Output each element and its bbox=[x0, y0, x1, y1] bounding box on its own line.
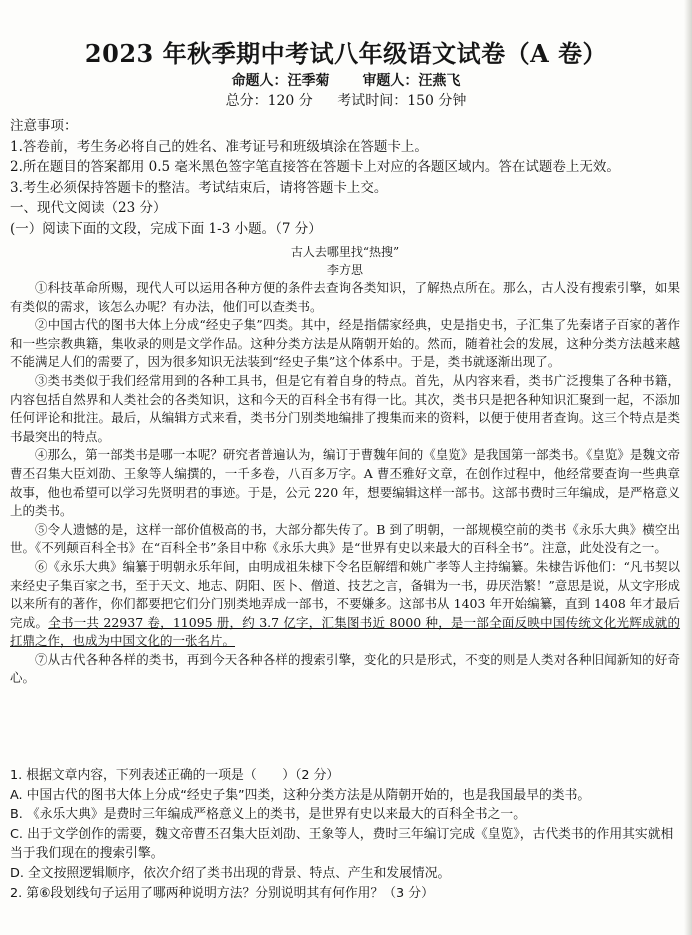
author: 命题人：汪季菊 bbox=[231, 73, 330, 89]
total-score: 总分：120 分 bbox=[225, 93, 313, 109]
note-item: 2.所在题目的答案都用 0.5 毫米黑色签字笔直接答在答题卡上对应的各题区域内。答在试题卷上无效。 bbox=[10, 159, 620, 175]
paragraph-5: ⑤令人遗憾的是，这样一部价值极高的书，大部分都失传了。B 到了明朝，一部规模空前的类书《永乐大典》横空出世。《不列颠百科全书》在“百科全书”条目中称《永乐大典》是“世界有史以来最大的百科全书”。注意，此处没有之一。 bbox=[10, 521, 680, 556]
option-a: A. 中国古代的图书大体上分成“经史子集”四类，这种分类方法是从隋朝开始的，也是我国最早的类书。 bbox=[10, 787, 591, 803]
paragraph-7: ⑦从古代各种各样的类书，再到今天各种各样的搜索引擎，变化的只是形式，不变的则是人类对各种旧闻新知的好奇心。 bbox=[10, 651, 680, 686]
reviewer: 审题人：汪燕飞 bbox=[362, 73, 461, 89]
subsection-heading: (一）阅读下面的文段，完成下面 1-3 小题。（7 分） bbox=[10, 220, 322, 237]
option-b: B. 《永乐大典》是费时三年编成严格意义上的类书，是世界有史以来最大的百科全书之一。 bbox=[10, 807, 526, 823]
article-author: 李方思 bbox=[326, 263, 363, 277]
option-d: D. 全文按照逻辑顺序，依次介绍了类书出现的背景、特点、产生和发展情况。 bbox=[10, 865, 451, 881]
notes-heading: 注意事项： bbox=[10, 118, 78, 134]
paragraph-1: ①科技革命所赐，现代人可以运用各种方便的条件去查询各类知识，了解热点所在。那么，古人没有搜索引擎，如果有类似的需求，该怎么办呢？有办法，他们可以查类书。 bbox=[10, 280, 680, 314]
reading-passage bbox=[10, 243, 680, 688]
paragraph-3: ③类书类似于我们经常用到的各种工具书，但是它有着自身的特点。首先，从内容来看，类书广泛搜集了各种书籍，内容包括自然界和人类社会的各类知识，这和今天的百科全书有得一比。其次，类书只是把各种知识汇聚到一起，不添加任何评论和批注。最后，从编辑方式来看，类书分门别类地编排了搜集而来的资料，以便于使用者查询。这三个特点是类书最突出的特点。 bbox=[10, 372, 680, 444]
paragraph-2: ②中国古代的图书大体上分成“经史子集”四类。其中，经是指儒家经典，史是指史书，子汇集了先秦诸子百家的著作和一些宗教典籍，集收录的则是文学作品。这种分类方法是从隋朝开始的。然而，随着社会的发展，这种分类方法越来越不能满足人们的需要了，因为很多知识无法装到“经史子集”这个体系中。于是，类书就逐渐出现了。 bbox=[10, 317, 680, 370]
exam-title: 2023 年秋季期中考试八年级语文试卷（A 卷） bbox=[84, 39, 608, 68]
note-item: 1.答卷前，考生务必将自己的姓名、准考证号和班级填涂在答题卡上。 bbox=[10, 138, 428, 155]
paragraph-4: ④那么，第一部类书是哪一本呢？研究者普遍认为，编订于曹魏年间的《皇览》是我国第一部类书。《皇览》是魏文帝曹丕召集大臣刘劭、王象等人编撰的，一千多卷，八百多万字。A 曹丕雅好文章，在创作过程中，他经常要查询一些典章故事，他也希望可以学习先贤明君的事迹。于是，公元 220 年，想要编辑这样一部书。这部书费时三年编成，是严格意义上的类书。 bbox=[10, 447, 680, 519]
score-time-line bbox=[0, 90, 692, 110]
note-item: 3.考生必须保持答题卡的整洁。考试结束后，请将答题卡上交。 bbox=[10, 179, 388, 196]
questions-section bbox=[10, 766, 680, 903]
underlined-sentence: 全书一共 22937 卷，11095 册，约 3.7 亿字，汇集图书近 8000 种，是一部全面反映中国传统文化光辉成就的扛鼎之作，也成为中国文化的一张名片。 bbox=[10, 614, 680, 649]
option-c: C. 出于文学创作的需要，魏文帝曹丕召集大臣刘劭、王象等人，费时三年编订完成《皇览》，古代类书的作用其实就相当于我们现在的搜索引擎。 bbox=[10, 826, 674, 862]
paragraph-6-text: ⑥《永乐大典》编纂于明朝永乐年间，由明成祖朱棣下令名臣解缙和姚广孝等人主持编纂。朱棣告诉他们：“凡书契以来经史子集百家之书，至于天文、地志、阴阳、医卜、僧道、技艺之言，备辑为一书，毋厌浩繁！”意思是说，从文字形成以来所有的著作，你们都要把它们分门别类地弄成一部书，不要嫌多。这部书从 1403 年开始编纂，直到 1408 年才最后完成。 bbox=[10, 558, 680, 630]
exam-time: 考试时间：150 分钟 bbox=[337, 93, 467, 109]
paragraph-6 bbox=[10, 558, 680, 651]
section-heading: 一、现代文阅读（23 分） bbox=[10, 200, 167, 216]
author-line bbox=[0, 70, 692, 90]
notes-section bbox=[10, 116, 680, 239]
question-1: 1. 根据文章内容，下列表述正确的一项是（ ）（2 分） bbox=[10, 768, 340, 783]
scan-edge-shadow bbox=[684, 0, 692, 935]
article-title: 古人去哪里找“热搜” bbox=[290, 245, 400, 259]
question-2: 2. 第⑥段划线句子运用了哪两种说明方法？分别说明其有何作用？（3 分） bbox=[10, 885, 434, 901]
